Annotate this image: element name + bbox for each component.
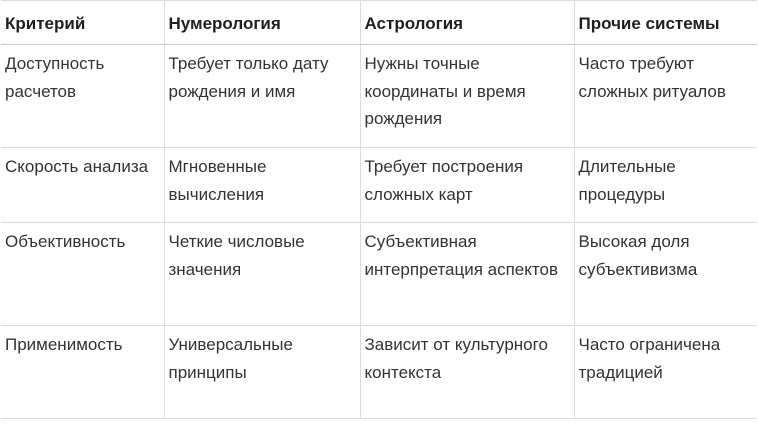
cell-numerology: Универсальные принципы — [164, 326, 360, 419]
cell-criterion: Объективность — [1, 223, 164, 326]
header-astrology: Астрология — [360, 1, 574, 45]
comparison-table — [1, 0, 757, 419]
cell-astrology: Нужны точные координаты и время рождения — [360, 45, 574, 148]
table-row — [1, 45, 757, 148]
cell-astrology: Субъективная интерпретация аспектов — [360, 223, 574, 326]
cell-other-systems: Длительные процедуры — [574, 148, 757, 223]
header-other-systems: Прочие системы — [574, 1, 757, 45]
cell-criterion: Применимость — [1, 326, 164, 419]
table-header — [1, 1, 757, 45]
cell-criterion: Скорость анализа — [1, 148, 164, 223]
cell-astrology: Требует построения сложных карт — [360, 148, 574, 223]
cell-astrology: Зависит от культурного контекста — [360, 326, 574, 419]
cell-numerology: Мгновенные вычисления — [164, 148, 360, 223]
cell-numerology: Четкие числовые значения — [164, 223, 360, 326]
cell-other-systems: Часто ограничена традицией — [574, 326, 757, 419]
table-row — [1, 326, 757, 419]
cell-numerology: Требует только дату рождения и имя — [164, 45, 360, 148]
cell-other-systems: Часто требуют сложных ритуалов — [574, 45, 757, 148]
table-body — [1, 45, 757, 419]
table-row — [1, 148, 757, 223]
header-numerology: Нумерология — [164, 1, 360, 45]
header-row — [1, 1, 757, 45]
table-row — [1, 223, 757, 326]
cell-criterion: Доступность расчетов — [1, 45, 164, 148]
cell-other-systems: Высокая доля субъективизма — [574, 223, 757, 326]
header-criterion: Критерий — [1, 1, 164, 45]
